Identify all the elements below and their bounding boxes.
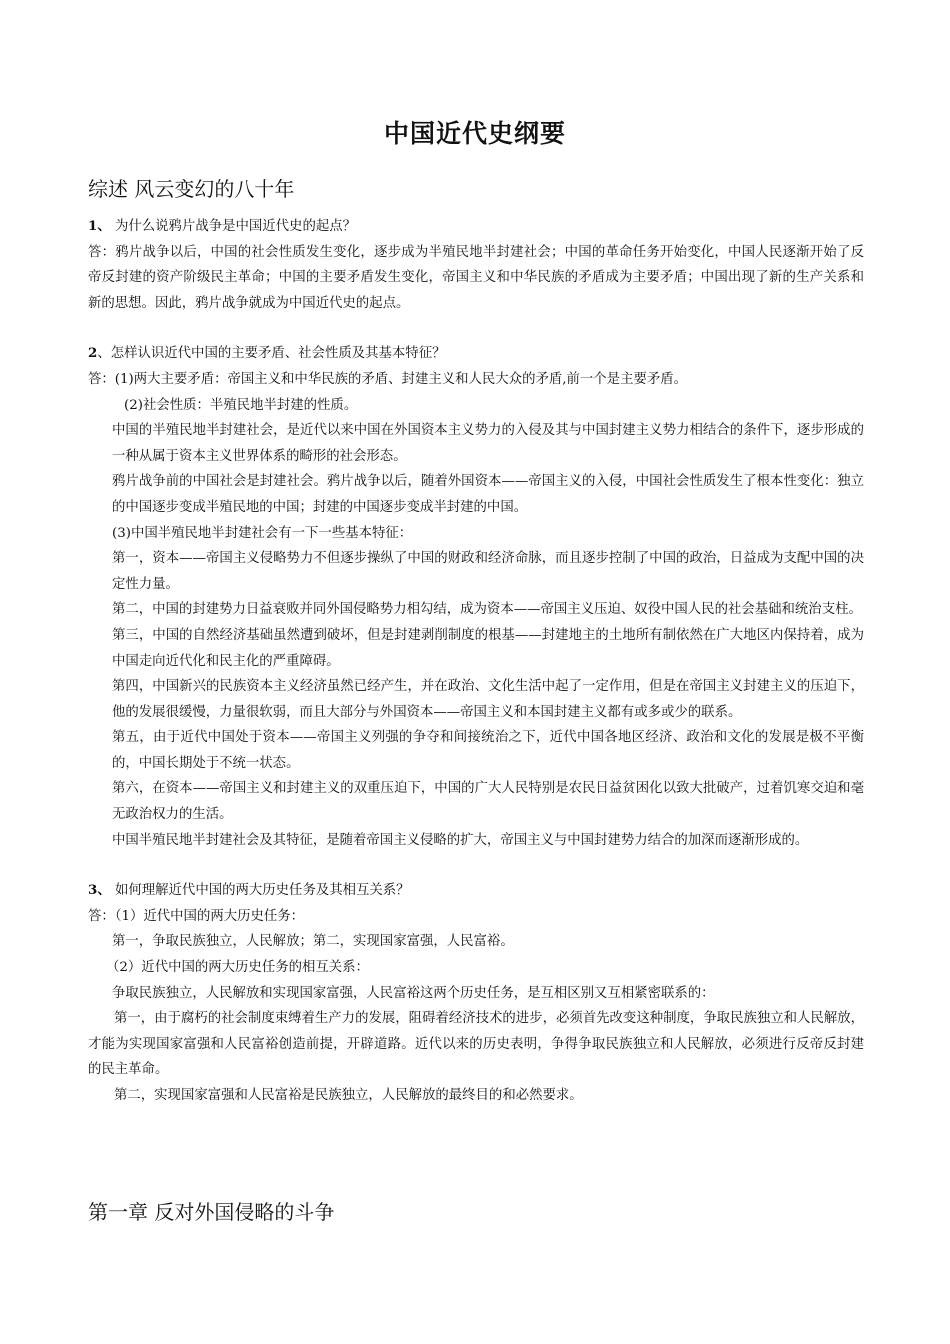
answer-2-paragraph-1: 中国的半殖民地半封建社会，是近代以来中国在外国资本主义势力的入侵及其与中国封建主义势力相结合的条件下，逐步形成的一种从属于资本主义世界体系的畸形的社会形态。 bbox=[112, 423, 864, 464]
question-1 bbox=[88, 214, 864, 240]
answer-3-part-1: 答：（1）近代中国的两大历史任务： bbox=[88, 908, 305, 924]
document-body bbox=[88, 214, 864, 1109]
document-title: 中国近代史纲要 bbox=[383, 119, 566, 148]
answer-3-part-2: （2）近代中国的两大历史任务的相互关系： bbox=[106, 960, 369, 976]
section-heading-overview: 综述 风云变幻的八十年 bbox=[88, 177, 295, 201]
question-2-text: 、怎样认识近代中国的主要矛盾、社会性质及其基本特征？ bbox=[97, 346, 446, 362]
question-3 bbox=[88, 878, 864, 904]
answer-3-point-2: 第二，实现国家富强和人民富裕是民族独立，人民解放的最终目的和必然要求。 bbox=[114, 1088, 583, 1103]
answer-2-paragraph-3: 中国半殖民地半封建社会及其特征，是随着帝国主义侵略的扩大，帝国主义与中国封建势力结合的加深而逐渐形成的。 bbox=[112, 832, 809, 848]
answer-2-feature-4: 第四，中国新兴的民族资本主义经济虽然已经产生，并在政治、文化生活中起了一定作用，但是在帝国主义封建主义的压迫下，他的发展很缓慢，力量很软弱，而且大部分与外国资本——帝国主义和本国封建主义都有或多或少的联系。 bbox=[112, 679, 864, 720]
answer-2-paragraph-2: 鸦片战争前的中国社会是封建社会。鸦片战争以后，随着外国资本——帝国主义的入侵，中国社会性质发生了根本性变化：独立的中国逐步变成半殖民地的中国；封建的中国逐步变成半封建的中国。 bbox=[112, 474, 864, 515]
answer-2-part-3: (3)中国半殖民地半封建社会有一下一些基本特征： bbox=[112, 525, 413, 541]
answer-2-feature-1: 第一，资本——帝国主义侵略势力不但逐步操纵了中国的财政和经济命脉，而且逐步控制了中国的政治，日益成为支配中国的决定性力量。 bbox=[112, 551, 864, 592]
answer-3-part-1-body: 第一，争取民族独立，人民解放；第二，实现国家富强，人民富裕。 bbox=[112, 934, 514, 950]
question-3-text: 如何理解近代中国的两大历史任务及其相互关系？ bbox=[110, 883, 410, 899]
question-1-number: 1、 bbox=[88, 218, 111, 234]
answer-2-part-2: (2)社会性质：半殖民地半封建的性质。 bbox=[124, 397, 358, 413]
chapter-1-heading: 第一章 反对外国侵略的斗争 bbox=[88, 1200, 335, 1224]
answer-1: 答：鸦片战争以后，中国的社会性质发生变化，逐步成为半殖民地半封建社会；中国的革命任务开始变化，中国人民逐渐开始了反帝反封建的资产阶级民主革命；中国的主要矛盾发生变化，帝国主义和中华民族的矛盾成为主要矛盾；中国出现了新的生产关系和新的思想。因此，鸦片战争就成为中国近代史的起点。 bbox=[88, 244, 864, 311]
answer-2-feature-2: 第二，中国的封建势力日益衰败并同外国侵略势力相勾结，成为资本——帝国主义压迫、奴役中国人民的社会基础和统治支柱。 bbox=[112, 602, 862, 618]
question-3-number: 3、 bbox=[88, 882, 111, 899]
answer-2-feature-3: 第三，中国的自然经济基础虽然遭到破坏，但是封建剥削制度的根基——封建地主的土地所有制依然在广大地区内保持着，成为中国走向近代化和民主化的严重障碍。 bbox=[112, 627, 864, 669]
answer-3-point-1: 第一，由于腐朽的社会制度束缚着生产力的发展，阻碍着经济技术的进步，必须首先改变这种制度，争取民族独立和人民解放，才能为实现国家富强和人民富裕创造前提，开辟道路。近代以来的历史表明，争得争取民族独立和人民解放，必须进行反帝反封建的民主革命。 bbox=[88, 1011, 864, 1078]
answer-2-feature-5: 第五，由于近代中国处于资本——帝国主义列强的争夺和间接统治之下，近代中国各地区经济、政治和文化的发展是极不平衡的，中国长期处于不统一状态。 bbox=[112, 730, 864, 771]
question-2 bbox=[88, 341, 864, 367]
question-1-text: 为什么说鸦片战争是中国近代史的起点？ bbox=[110, 219, 357, 234]
answer-2-feature-6: 第六，在资本——帝国主义和封建主义的双重压迫下，中国的广大人民特别是农民日益贫困化以致大批破产，过着饥寒交迫和毫无政治权力的生活。 bbox=[112, 781, 864, 823]
question-2-number: 2 bbox=[88, 345, 98, 362]
answer-2-part-1: 答：(1)两大主要矛盾：帝国主义和中华民族的矛盾、封建主义和人民大众的矛盾,前一个是主要矛盾。 bbox=[88, 371, 688, 387]
answer-3-part-2-body: 争取民族独立，人民解放和实现国家富强，人民富裕这两个历史任务，是互相区别又互相紧密联系的： bbox=[112, 985, 715, 1001]
